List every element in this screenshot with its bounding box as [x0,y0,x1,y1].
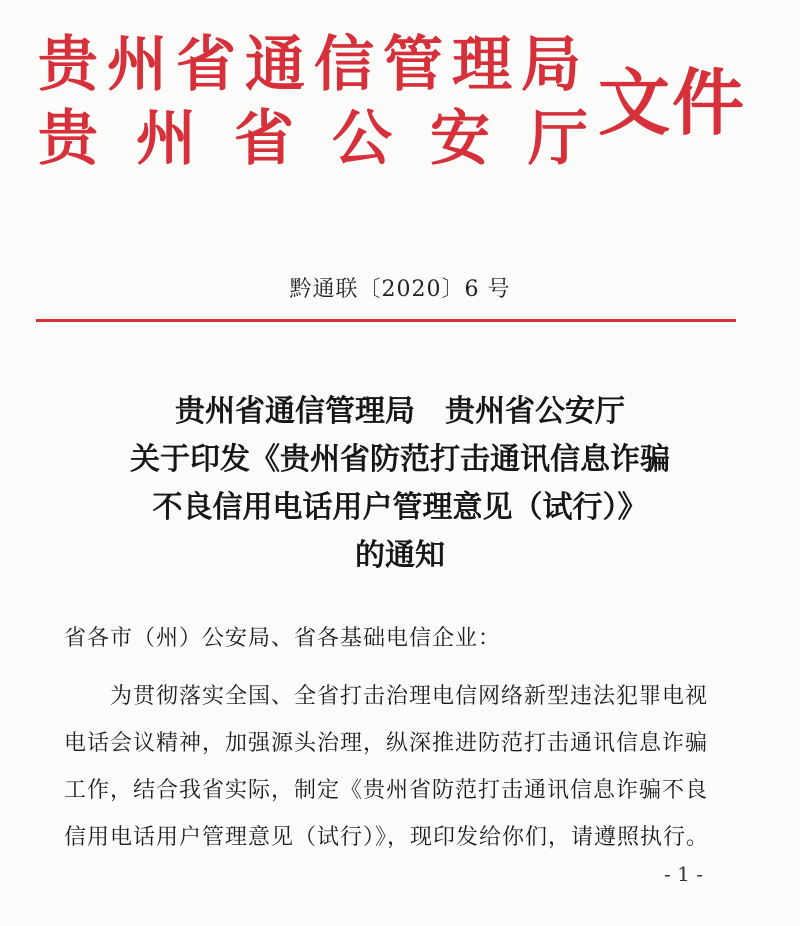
body-line: 电话会议精神，加强源头治理，纵深推进防范打击通讯信息诈骗 [64,731,709,756]
body-paragraph [64,673,744,861]
body-line: 工作，结合我省实际，制定《贵州省防范打击通讯信息诈骗不良 [64,778,709,803]
body-line: 为贯彻落实全国、全省打击治理电信网络新型违法犯罪电视 [110,684,709,709]
red-divider-line [36,319,736,322]
document-title [0,388,800,580]
title-line: 关于印发《贵州省防范打击通讯信息诈骗 [130,442,670,477]
body-line: 信用电话用户管理意见（试行）》，现印发给你们，请遵照执行。 [64,825,710,850]
document-type-label: 文件 [598,61,747,145]
issuer-name-police: 贵州省公安厅 [38,104,626,174]
title-line: 的通知 [355,538,445,573]
title-line: 贵州省通信管理局 贵州省公安厅 [175,394,625,429]
document-number: 黔通联〔2020〕6 号 [289,277,511,302]
salutation: 省各市（州）公安局、省各基础电信企业： [64,626,502,651]
title-line: 不良信用电话用户管理意见（试行）》 [152,490,648,525]
page-number: - 1 - [664,862,703,886]
issuer-name-telecom: 贵州省通信管理局 [38,30,590,100]
